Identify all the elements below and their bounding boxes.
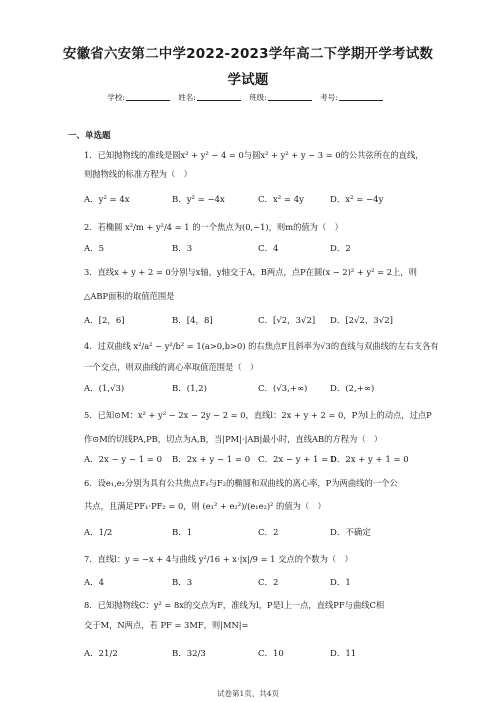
question-1-option-c[interactable]: C．x² = 4y (258, 195, 304, 205)
exam-title-line1: 安徽省六安第二中学2022-2023学年高二下学期开学考试数 (62, 46, 434, 62)
question-5-option-c[interactable]: C．2x − y + 1 = 0 (258, 455, 337, 465)
name-label: 姓名: (178, 93, 196, 102)
question-7-option-c[interactable]: C．2 (258, 578, 279, 588)
question-2-option-c[interactable]: C．4 (258, 244, 279, 254)
question-8-line-2: 交于M，N两点，若 PF = 3MF，则|MN|= (84, 620, 249, 630)
question-8-option-a[interactable]: A．21/2 (84, 649, 118, 659)
school-label: 学校: (107, 93, 125, 102)
question-6-line-1: 6．设e₁,e₂分别为具有公共焦点F₁与F₂的椭圆和双曲线的离心率，P为两曲线的一个公 (84, 478, 398, 488)
page-footer: 试卷第1页，共4页 (216, 689, 280, 698)
exam-title-line2: 学试题 (227, 72, 269, 88)
question-5-option-a[interactable]: A．2x − y − 1 = 0 (84, 455, 163, 465)
question-5-line-1: 5．已知⊙M：x² + y² − 2x − 2y − 2 = 0，直线l：2x + y + 2 = 0，P为l上的动点，过点P (84, 410, 432, 420)
question-1-option-a[interactable]: A．y² = 4x (84, 195, 130, 205)
question-4-option-c[interactable]: C．(√3,+∞) (258, 384, 308, 394)
school-blank[interactable] (126, 92, 170, 101)
question-2-option-b[interactable]: B．3 (172, 244, 193, 254)
question-6-option-d[interactable]: D．不确定 (330, 528, 371, 538)
question-3-line-2: △ABP面积的取值范围是 (84, 291, 175, 301)
name-blank[interactable] (197, 92, 241, 101)
question-2-option-a[interactable]: A．5 (84, 244, 105, 254)
question-6-option-a[interactable]: A．1/2 (84, 528, 113, 538)
question-3-option-c[interactable]: C．[√2，3√2] (258, 316, 316, 326)
question-1-option-d[interactable]: D．x² = −4y (330, 195, 384, 205)
class-label: 班级: (249, 93, 267, 102)
question-6-option-c[interactable]: C．2 (258, 528, 279, 538)
question-7-option-b[interactable]: B．3 (172, 578, 193, 588)
question-5-option-d[interactable]: D．2x + y + 1 = 0 (330, 455, 409, 465)
question-4-line-2: 一个交点，则双曲线的离心率取值范围是（ ） (84, 362, 259, 372)
question-4-line-1: 4．过双曲线 x²/a² − y²/b² = 1(a>0,b>0) 的右焦点F且斜率为√3的直线与双曲线的左右支各有 (84, 341, 439, 351)
question-5-option-b[interactable]: B．2x + y − 1 = 0 (172, 455, 251, 465)
question-5-line-2: 作⊙M的切线PA,PB，切点为A,B，当|PM|·|AB|最小时，直线AB的方程为（ ） (84, 434, 383, 444)
question-3-line-1: 3．直线x + y + 2 = 0分别与x轴，y轴交于A，B两点，点P在圆(x − 2)² + y² = 2上，则 (84, 267, 417, 277)
question-1-line-1: 1．已知抛物线的准线是圆x² + y² − 4 = 0与圆x² + y² + y − 3 = 0的公共弦所在的直线， (84, 150, 424, 160)
question-1-option-b[interactable]: B．y² = −4x (172, 195, 225, 205)
question-8-option-c[interactable]: C．10 (258, 649, 284, 659)
question-8-option-b[interactable]: B．32/3 (172, 649, 206, 659)
question-8-option-d[interactable]: D．11 (330, 649, 357, 659)
question-4-option-b[interactable]: B．(1,2) (172, 384, 207, 394)
question-1-line-2: 则抛物线的标准方程为（ ） (84, 169, 192, 179)
question-3-option-b[interactable]: B．[4，8] (172, 316, 213, 326)
question-6-line-2: 共点，且满足PF₁·PF₂ = 0，则 (e₁² + e₂²)/(e₁e₂)² 的值为（ ） (84, 501, 326, 511)
student-info-row (0, 92, 496, 103)
id-blank[interactable] (339, 92, 383, 101)
question-2-option-d[interactable]: D．2 (330, 244, 351, 254)
question-2-line-1: 2．若椭圆 x²/m + y²/4 = 1 的一个焦点为(0,−1)，则m的值为（ ） (84, 222, 343, 232)
question-6-option-b[interactable]: B．1 (172, 528, 193, 538)
section-title: 一、单选题 (68, 131, 111, 141)
question-7-option-a[interactable]: A．4 (84, 578, 105, 588)
question-7-line-1: 7．直线l：y = −x + 4与曲线 y²/16 + x·|x|/9 = 1 交点的个数为（ ） (84, 554, 353, 564)
question-4-option-d[interactable]: D．(2,+∞) (330, 384, 375, 394)
question-8-line-1: 8．已知抛物线C：y² = 8x的交点为F，准线为l，P是l上一点，直线PF与曲线C相 (84, 600, 385, 610)
question-4-option-a[interactable]: A．(1,√3) (84, 384, 125, 394)
class-blank[interactable] (268, 92, 312, 101)
question-3-option-d[interactable]: D．[2√2，3√2] (330, 316, 393, 326)
question-3-option-a[interactable]: A．[2，6] (84, 316, 125, 326)
question-7-option-d[interactable]: D．1 (330, 578, 351, 588)
id-label: 考号: (320, 93, 338, 102)
